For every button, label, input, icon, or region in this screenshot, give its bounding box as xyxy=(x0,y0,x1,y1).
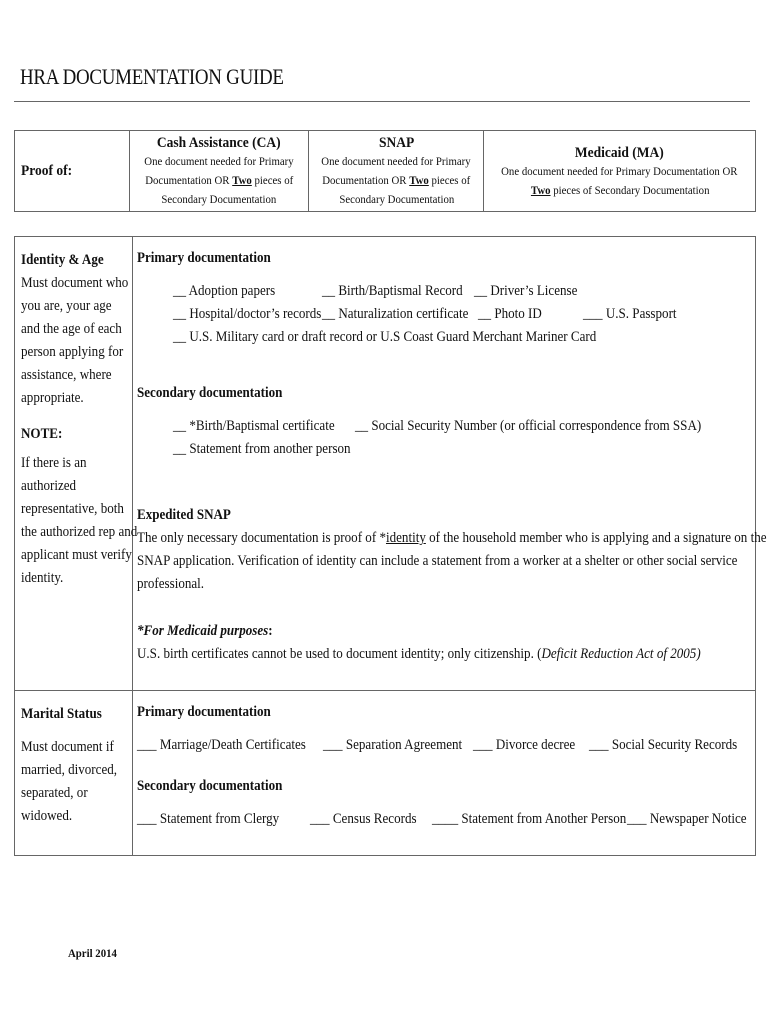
marital-status-row xyxy=(15,691,755,855)
note-heading: NOTE: xyxy=(21,426,63,442)
expedited-snap-text: professional. xyxy=(137,576,205,592)
title-divider xyxy=(14,101,750,102)
doc-item: __ U.S. Military card or draft record or U.S Coast Guard Merchant Mariner Card xyxy=(173,329,597,345)
doc-item: __ Social Security Number (or official correspondence from SSA) xyxy=(355,418,702,434)
program-description: One document needed for Primary Documentation OR Two pieces of Secondary Documentation xyxy=(321,154,472,206)
doc-item: __ Photo ID xyxy=(478,306,542,322)
doc-item: __ *Birth/Baptismal certificate xyxy=(173,418,335,434)
identity-age-heading: Identity & Age xyxy=(21,252,104,268)
program-name: SNAP xyxy=(378,135,415,151)
medicaid-purposes-text: U.S. birth certificates cannot be used to document identity; only citizenship. (Deficit Reduction Act of 2005) xyxy=(137,646,701,662)
doc-item: ___ Separation Agreement xyxy=(323,737,463,753)
primary-doc-heading: Primary documentation xyxy=(137,250,271,266)
doc-item: ___ Newspaper Notice xyxy=(627,811,747,827)
doc-item: __ Hospital/doctor’s records xyxy=(173,306,322,322)
page-title: HRA DOCUMENTATION GUIDE xyxy=(20,64,284,89)
documentation-table xyxy=(14,236,767,856)
secondary-doc-heading: Secondary documentation xyxy=(137,778,283,794)
marital-status-documentation xyxy=(137,691,755,855)
primary-doc-heading: Primary documentation xyxy=(137,704,271,720)
program-name: Medicaid (MA) xyxy=(575,145,665,161)
doc-item: ___ Marriage/Death Certificates xyxy=(137,737,306,753)
doc-item: ___ Divorce decree xyxy=(473,737,576,753)
identity-age-documentation xyxy=(137,237,767,690)
doc-item: ___ Statement from Clergy xyxy=(137,811,280,827)
expedited-snap-text: The only necessary documentation is proof of *identity of the household member who is applying and a signature on the xyxy=(137,530,767,546)
secondary-doc-heading: Secondary documentation xyxy=(137,385,283,401)
doc-item: ___ Social Security Records xyxy=(589,737,738,753)
doc-item: __ Statement from another person xyxy=(173,441,351,457)
doc-item: ____ Statement from Another Person xyxy=(432,811,627,827)
doc-item: __ Adoption papers xyxy=(173,283,276,299)
doc-item: __ Birth/Baptismal Record xyxy=(322,283,463,299)
programs-header-table xyxy=(14,130,756,212)
marital-status-heading: Marital Status xyxy=(21,706,102,722)
program-snap xyxy=(309,131,484,211)
footer-date: April 2014 xyxy=(68,946,117,960)
proof-of-label: Proof of: xyxy=(15,131,130,211)
doc-item: __ Driver’s License xyxy=(474,283,578,299)
identity-age-description: Identity & Age Must document who you are, your age and the age of each person applying for assistance, where appropriate. NOTE: If there is an authorized representative, both the authorized rep and applicant must verify identity. xyxy=(15,237,133,690)
program-description: One document needed for Primary Documentation OR Two pieces of Secondary Documentation xyxy=(144,154,294,206)
medicaid-purposes-heading: *For Medicaid purposes: xyxy=(137,623,273,639)
marital-status-description: Marital Status Must document if married, divorced, separated, or widowed. xyxy=(15,691,133,855)
expedited-snap-heading: Expedited SNAP xyxy=(137,507,231,523)
program-name: Cash Assistance (CA) xyxy=(157,135,282,151)
program-medicaid xyxy=(484,131,755,211)
doc-item: __ Naturalization certificate xyxy=(322,306,469,322)
expedited-snap-text: SNAP application. Verification of identity can include a statement from a worker at a shelter or other social service xyxy=(137,553,738,569)
doc-item: ___ U.S. Passport xyxy=(583,306,677,322)
identity-age-row xyxy=(15,237,767,691)
doc-item: ___ Census Records xyxy=(310,811,417,827)
program-description: One document needed for Primary Documentation OR Two pieces of Secondary Documentation xyxy=(501,164,738,197)
program-cash-assistance xyxy=(130,131,309,211)
